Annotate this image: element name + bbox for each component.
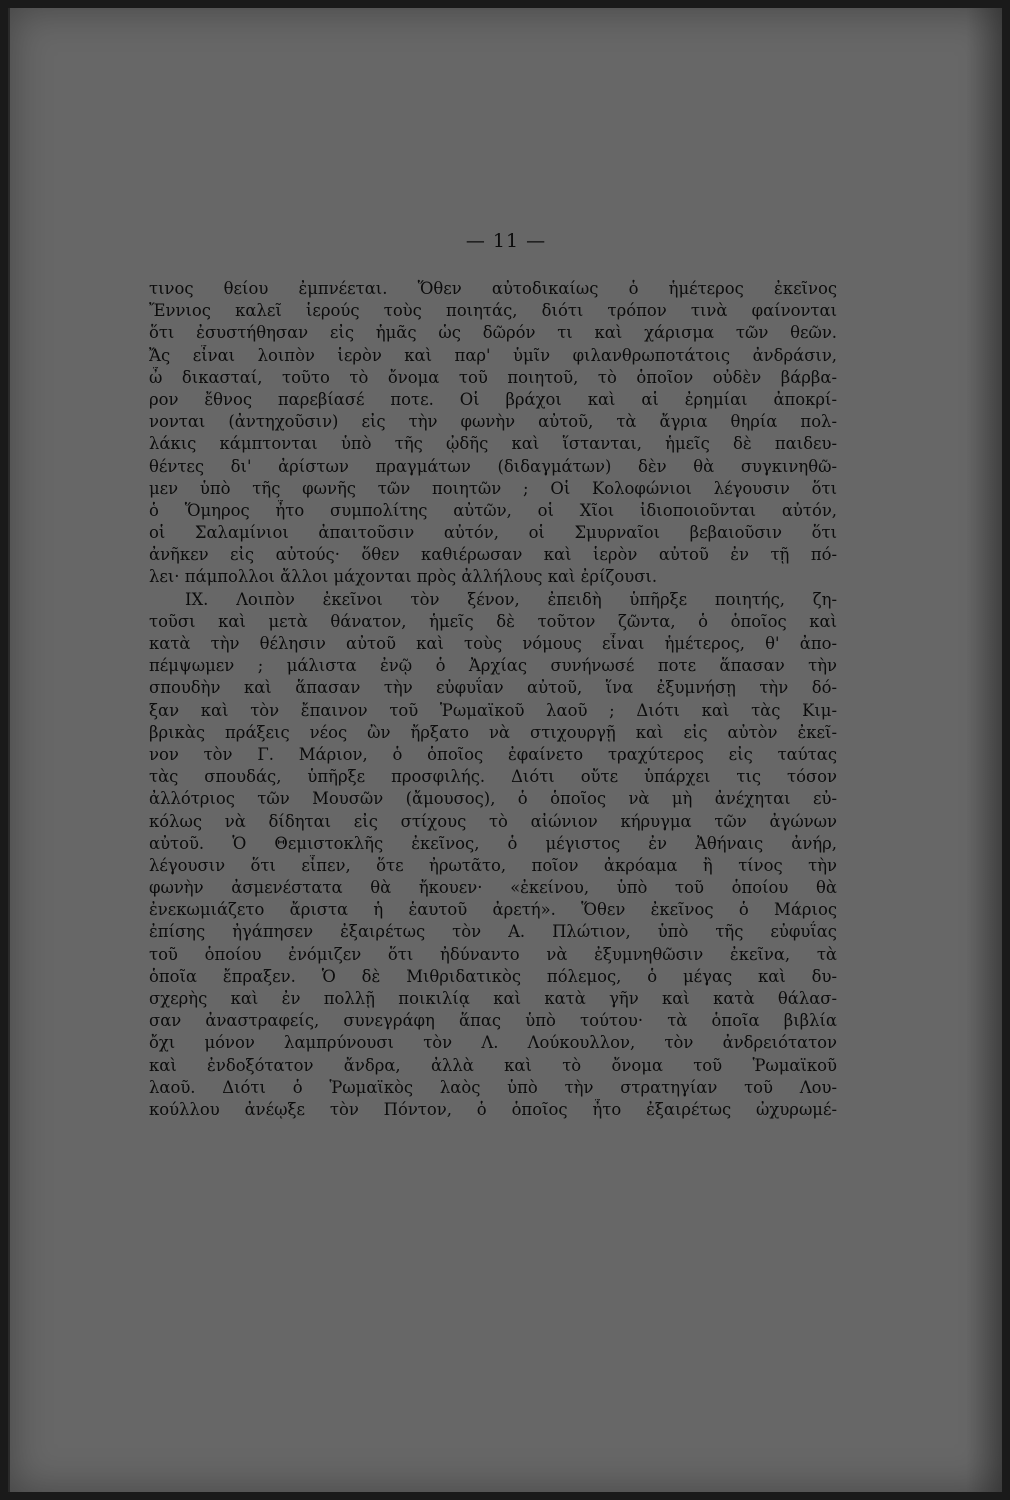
text-line: ὄχι μόνον λαμπρύνουσι τὸν Λ. Λούκουλλον, τὸν ἀνδρειότατον xyxy=(149,1033,837,1053)
text-line: τοῦσι καὶ μετὰ θάνατον, ἡμεῖς δὲ τοῦτον ζῶντα, ὁ ὁποῖος καὶ xyxy=(149,611,837,631)
text-line: βρικὰς πράξεις νέος ὢν ἤρξατο νὰ στιχουργῇ καὶ εἰς αὐτὸν ἐκεῖ- xyxy=(149,722,837,742)
page-number: — 11 — xyxy=(465,230,547,252)
text-line: πέμψωμεν ; μάλιστα ἐνῷ ὁ Ἀρχίας συνήνωσέ ποτε ἅπασαν τὴν xyxy=(149,656,837,676)
text-line: ξαν καὶ τὸν ἔπαινον τοῦ Ῥωμαϊκοῦ λαοῦ ; Διότι καὶ τὰς Κιμ- xyxy=(149,700,837,720)
text-line: σαν ἀναστραφείς, συνεγράφη ἅπας ὑπὸ τούτου· τὰ ὁποῖα βιβλία xyxy=(149,1011,837,1031)
text-line: κούλλου ἀνέῳξε τὸν Πόντον, ὁ ὁποῖος ἦτο ἐξαιρέτως ὠχυρωμέ- xyxy=(149,1099,837,1119)
text-line: ὅτι ἐσυστήθησαν εἰς ἡμᾶς ὡς δῶρόν τι καὶ χάρισμα τῶν θεῶν. xyxy=(149,323,837,343)
text-line: νονται (ἀντηχοῦσιν) εἰς τὴν φωνὴν αὐτοῦ, τὰ ἄγρια θηρία πολ- xyxy=(149,412,837,432)
text-line: λαοῦ. Διότι ὁ Ῥωμαϊκὸς λαὸς ὑπὸ τὴν στρατηγίαν τοῦ Λου- xyxy=(149,1077,837,1097)
body-text xyxy=(149,278,837,1121)
text-line: αὐτοῦ. Ὁ Θεμιστοκλῆς ἐκεῖνος, ὁ μέγιστος ἐν Ἀθήναις ἀνήρ, xyxy=(149,833,837,853)
text-line: κατὰ τὴν θέλησιν αὐτοῦ καὶ τοὺς νόμους εἶναι ἡμέτερος, θ' ἀπο- xyxy=(149,634,837,653)
text-line: τοῦ ὁποίου ἐνόμιζεν ὅτι ἠδύναντο νὰ ἐξυμνηθῶσιν ἐκεῖνα, τὰ xyxy=(149,944,837,964)
text-line: ἐνεκωμιάζετο ἄριστα ἡ ἑαυτοῦ ἀρετή». Ὅθεν ἐκεῖνος ὁ Μάριος xyxy=(149,900,837,920)
text-line: Ἄς εἶναι λοιπὸν ἱερὸν καὶ παρ' ὑμῖν φιλανθρωποτάτοις ἀνδράσιν, xyxy=(149,345,837,365)
text-line: νον τὸν Γ. Μάριον, ὁ ὁποῖος ἐφαίνετο τραχύτερος εἰς ταύτας xyxy=(149,744,837,764)
text-line: ἀνῆκεν εἰς αὐτούς· ὅθεν καθιέρωσαν καὶ ἱερὸν αὐτοῦ ἐν τῇ πό- xyxy=(149,545,837,565)
text-line: Ἔννιος καλεῖ ἱερούς τοὺς ποιητάς, διότι τρόπον τινὰ φαίνονται xyxy=(149,301,837,321)
text-line: καὶ ἐνδοξότατον ἄνδρα, ἀλλὰ καὶ τὸ ὄνομα τοῦ Ῥωμαϊκοῦ xyxy=(149,1055,837,1075)
text-line: λάκις κάμπτονται ὑπὸ τῆς ᾠδῆς καὶ ἵστανται, ἡμεῖς δὲ παιδευ- xyxy=(149,434,837,454)
text-line: φωνὴν ἀσμενέστατα θὰ ἤκουεν· «ἐκείνου, ὑπὸ τοῦ ὁποίου θὰ xyxy=(149,878,837,898)
text-line: ἐπίσης ἠγάπησεν ἐξαιρέτως τὸν Α. Πλώτιον, ὑπὸ τῆς εὐφυΐας xyxy=(149,922,837,942)
text-line: τινος θείου ἐμπνέεται. Ὅθεν αὐτοδικαίως ὁ ἡμέτερος ἐκεῖνος xyxy=(149,279,837,298)
text-line: σπουδὴν καὶ ἅπασαν τὴν εὐφυΐαν αὐτοῦ, ἵνα ἐξυμνήσῃ τὴν δό- xyxy=(149,678,837,698)
text-line: λέγουσιν ὅτι εἶπεν, ὅτε ἠρωτᾶτο, ποῖον ἀκρόαμα ἢ τίνος τὴν xyxy=(149,855,837,875)
text-line: λει· πάμπολλοι ἄλλοι μάχονται πρὸς ἀλλήλους καὶ ἐρίζουσι. xyxy=(149,567,658,587)
text-line: ρον ἔθνος παρεβίασέ ποτε. Οἱ βράχοι καὶ αἱ ἐρημίαι ἀποκρί- xyxy=(149,389,837,409)
scanned-page xyxy=(8,8,1002,1492)
text-line: θέντες δι' ἀρίστων πραγμάτων (διδαγμάτων) δὲν θὰ συγκινηθῶ- xyxy=(149,456,837,476)
text-line: ὦ δικασταί, τοῦτο τὸ ὄνομα τοῦ ποιητοῦ, τὸ ὁποῖον οὐδὲν βάρβα- xyxy=(149,367,837,387)
text-line: μεν ὑπὸ τῆς φωνῆς τῶν ποιητῶν ; Οἱ Κολοφώνιοι λέγουσιν ὅτι xyxy=(149,478,837,498)
text-line: ἀλλότριος τῶν Μουσῶν (ἄμουσος), ὁ ὁποῖος νὰ μὴ ἀνέχηται εὐ- xyxy=(149,789,837,809)
text-line: ὁ Ὅμηρος ἦτο συμπολίτης αὐτῶν, οἱ Χῖοι ἰδιοποιοῦνται αὐτόν, xyxy=(149,500,837,520)
text-line: οἱ Σαλαμίνιοι ἀπαιτοῦσιν αὐτόν, οἱ Σμυρναῖοι βεβαιοῦσιν ὅτι xyxy=(149,523,837,543)
text-line: τὰς σπουδάς, ὑπῆρξε προσφιλής. Διότι οὔτε ὑπάρχει τις τόσον xyxy=(149,767,837,787)
text-line: IX. Λοιπὸν ἐκεῖνοι τὸν ξένον, ἐπειδὴ ὑπῆρξε ποιητής, ζη- xyxy=(185,589,837,609)
text-line: κόλως νὰ δίδηται εἰς στίχους τὸ αἰώνιον κήρυγμα τῶν ἀγώνων xyxy=(149,811,837,831)
text-line: σχερὴς καὶ ἐν πολλῇ ποικιλίᾳ καὶ κατὰ γῆν καὶ κατὰ θάλασ- xyxy=(149,989,837,1008)
text-line: ὁποῖα ἔπραξεν. Ὁ δὲ Μιθριδατικὸς πόλεμος, ὁ μέγας καὶ δυ- xyxy=(149,966,837,986)
